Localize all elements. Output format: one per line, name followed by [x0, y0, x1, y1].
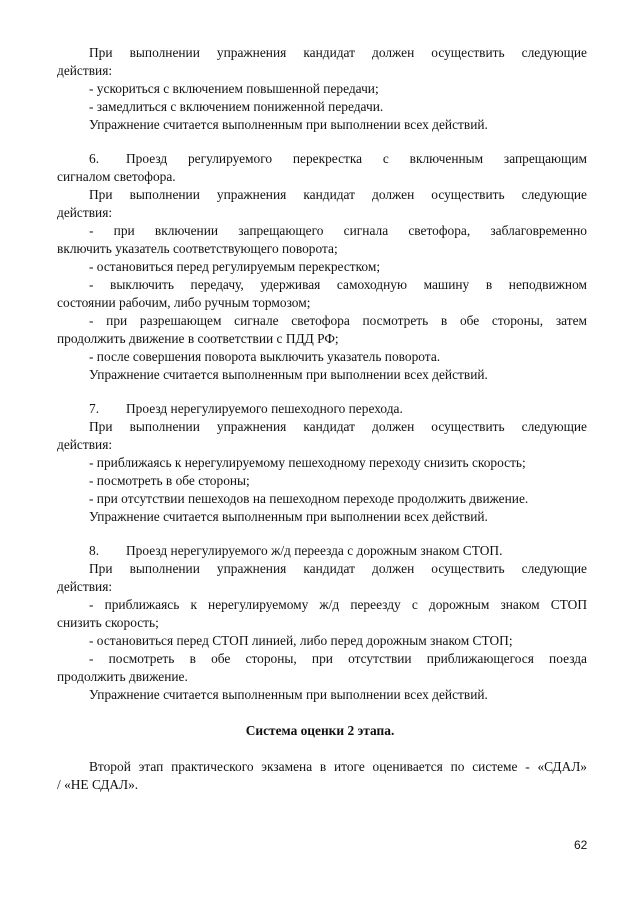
text-line: продолжить движение.: [57, 669, 188, 684]
text-line: При выполнении упражнения кандидат должен осуществить следующие: [89, 187, 587, 202]
section-heading: Проезд нерегулируемого ж/д переезда с дорожным знаком СТОП.: [126, 543, 503, 558]
section-number: 7.: [89, 401, 100, 416]
text-line: - при разрешающем сигнале светофора посмотреть в обе стороны, затем: [89, 313, 587, 328]
text-line: - ускориться с включением повышенной передачи;: [89, 81, 379, 96]
text-line: состоянии рабочим, либо ручным тормозом;: [57, 295, 311, 310]
text-line: - при отсутствии пешеходов на пешеходном переходе продолжить движение.: [89, 491, 529, 506]
text-line: - замедлиться с включением пониженной передачи.: [89, 99, 384, 114]
section-heading: Проезд нерегулируемого пешеходного перехода.: [126, 401, 403, 416]
text-line: - посмотреть в обе стороны, при отсутствии приближающегося поезда: [89, 651, 587, 666]
text-line: сигналом светофора.: [57, 169, 176, 184]
text-line: При выполнении упражнения кандидат должен осуществить следующие: [89, 561, 587, 576]
text-line: Упражнение считается выполненным при выполнении всех действий.: [89, 687, 488, 702]
section-number: 8.: [89, 543, 100, 558]
text-line: - при включении запрещающего сигнала светофора, заблаговременно: [89, 223, 587, 238]
text-line: - приближаясь к нерегулируемому пешеходному переходу снизить скорость;: [89, 455, 526, 470]
page-number: 62: [574, 838, 588, 852]
text-line: - выключить передачу, удерживая самоходную машину в неподвижном: [89, 277, 587, 292]
text-line: / «НЕ СДАЛ».: [57, 777, 139, 792]
text-line: - остановиться перед регулируемым перекрестком;: [89, 259, 381, 274]
section-number: 6.: [89, 151, 100, 166]
text-line: Упражнение считается выполненным при выполнении всех действий.: [89, 509, 488, 524]
text-line: включить указатель соответствующего поворота;: [57, 241, 338, 256]
text-line: снизить скорость;: [57, 615, 159, 630]
text-line: При выполнении упражнения кандидат должен осуществить следующие: [89, 419, 587, 434]
section-heading: Проезд регулируемого перекрестка с включенным запрещающим: [126, 151, 587, 166]
text-line: Второй этап практического экзамена в итоге оценивается по системе - «СДАЛ»: [89, 759, 587, 774]
text-line: действия:: [57, 437, 113, 452]
text-line: - после совершения поворота выключить указатель поворота.: [89, 349, 441, 364]
text-line: - посмотреть в обе стороны;: [89, 473, 250, 488]
text-line: - приближаясь к нерегулируемому ж/д переезду с дорожным знаком СТОП: [89, 597, 587, 612]
text-line: Упражнение считается выполненным при выполнении всех действий.: [89, 367, 488, 382]
text-line: действия:: [57, 205, 113, 220]
text-line: продолжить движение в соответствии с ПДД РФ;: [57, 331, 339, 346]
text-line: При выполнении упражнения кандидат должен осуществить следующие: [89, 45, 587, 60]
text-line: - остановиться перед СТОП линией, либо перед дорожным знаком СТОП;: [89, 633, 513, 648]
text-line: Упражнение считается выполненным при выполнении всех действий.: [89, 117, 488, 132]
text-line: действия:: [57, 579, 113, 594]
text-line: действия:: [57, 63, 113, 78]
section-title: Система оценки 2 этапа.: [245, 723, 395, 738]
